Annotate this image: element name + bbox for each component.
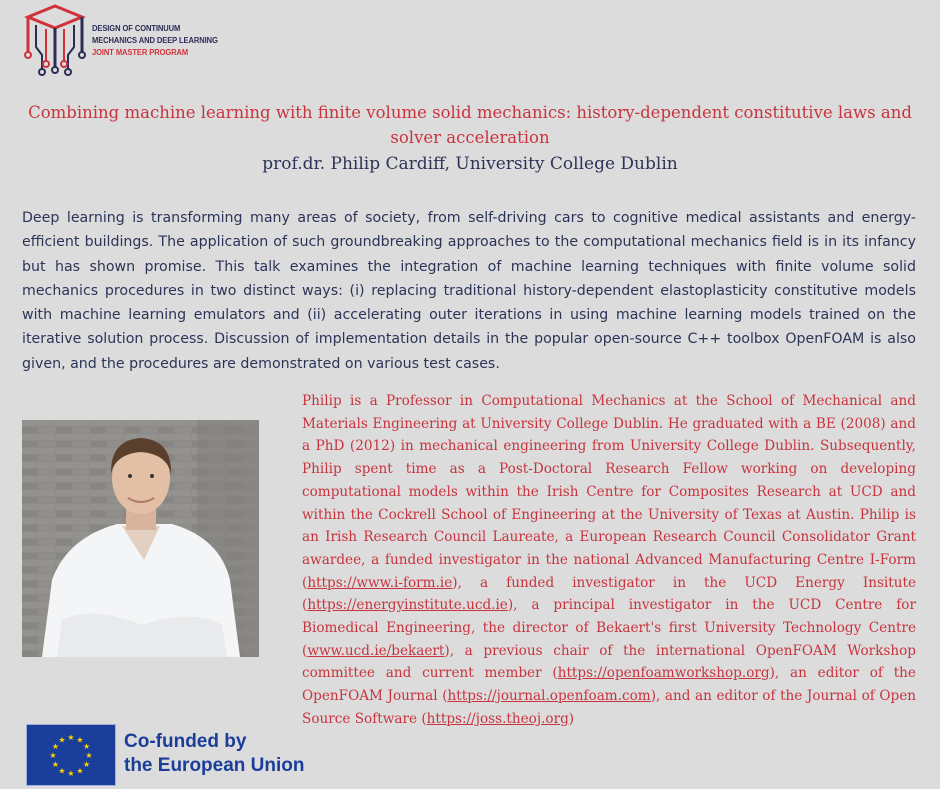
speaker-bio <box>302 390 916 731</box>
svg-text:★: ★ <box>83 742 91 751</box>
eu-flag-icon <box>26 724 116 786</box>
speaker-photo <box>22 420 259 657</box>
bio-text: ), a previous chair of the international OpenFOAM Workshop committee and current member ( <box>302 642 916 682</box>
openfoam-workshop-link[interactable]: https://openfoamworkshop.org <box>557 665 770 682</box>
svg-text:★: ★ <box>76 766 84 776</box>
joss-link[interactable]: https://joss.theoj.org <box>426 710 569 727</box>
cube-circuit-logo-icon <box>22 3 88 81</box>
bio-text: ), a principal investigator in the UCD Centre for Biomedical Engineering, the director of Bekaert's first University Technology Centre ( <box>302 597 916 659</box>
svg-text:★: ★ <box>83 760 91 769</box>
svg-text:★: ★ <box>85 751 93 760</box>
bio-text: Philip is a Professor in Computational Mechanics at the School of Mechanical and Materials Engineering at University College Dublin. He graduated with a BE (2008) and a PhD (2012) in mechanical engineering from University College Dublin. Subsequently, Philip spent time as a Post-Doctoral Research Fellow working on developing computational models within the Irish Centre for Composites Research at UCD and within the Cockrell School of Engineering at the University of Texas at Austin. Philip is an Irish Research Council Laureate, a European Research Council Consolidator Grant awardee, a funded investigator in the national Advanced Manufacturing Centre I-Form ( <box>302 393 916 591</box>
svg-text:★: ★ <box>49 751 57 760</box>
svg-text:★: ★ <box>51 760 59 769</box>
eu-cofunded-label <box>124 730 305 778</box>
program-logo <box>22 3 222 81</box>
bio-text: ), and an editor of the Journal of Open Source Software ( <box>302 688 917 727</box>
logo-line-1: DESIGN OF CONTINUUM <box>92 23 181 33</box>
svg-text:★: ★ <box>51 742 59 751</box>
svg-text:★: ★ <box>58 735 66 745</box>
logo-line-2: MECHANICS AND DEEP LEARNING <box>92 35 218 45</box>
bio-text: ), an editor of the OpenFOAM Journal ( <box>302 665 916 705</box>
speaker-name: prof.dr. Philip Cardiff, University College Dublin <box>262 154 678 174</box>
svg-text:★: ★ <box>67 769 75 778</box>
svg-text:★: ★ <box>76 735 84 745</box>
svg-text:★: ★ <box>67 733 75 742</box>
energy-institute-link[interactable]: https://energyinstitute.ucd.ie <box>307 597 508 614</box>
bio-text: ) <box>568 710 575 727</box>
svg-text:★: ★ <box>58 766 66 776</box>
program-name <box>92 22 218 58</box>
bekaert-link[interactable]: www.ucd.ie/bekaert <box>307 642 445 659</box>
logo-line-3: JOINT MASTER PROGRAM <box>92 47 189 57</box>
iform-link[interactable]: https://www.i-form.ie <box>307 574 453 591</box>
bio-text: ), a funded investigator in the UCD Energy Insitute ( <box>302 574 916 614</box>
eu-line-1: Co-funded by <box>124 731 247 752</box>
eu-line-2: the European Union <box>124 755 305 776</box>
openfoam-journal-link[interactable]: https://journal.openfoam.com <box>447 688 651 705</box>
talk-title: Combining machine learning with finite volume solid mechanics: history-dependent constitutive laws and solver acceleration <box>28 103 912 147</box>
talk-abstract: Deep learning is transforming many areas of society, from self-driving cars to cognitive medical assistants and energy-efficient buildings. The application of such groundbreaking approaches to the computational mechanics field is in its infancy but has shown promise. This talk examines the integration of machine learning techniques with finite volume solid mechanics procedures in two distinct ways: (i) replacing traditional history-dependent elastoplasticity constitutive models with machine learning emulators and (ii) accelerating outer iterations in using machine learning models trained on the iterative solution process. Discussion of implementation details in the popular open-source C++ toolbox OpenFOAM is also given, and the procedures are demonstrated on various test cases. <box>22 210 916 372</box>
